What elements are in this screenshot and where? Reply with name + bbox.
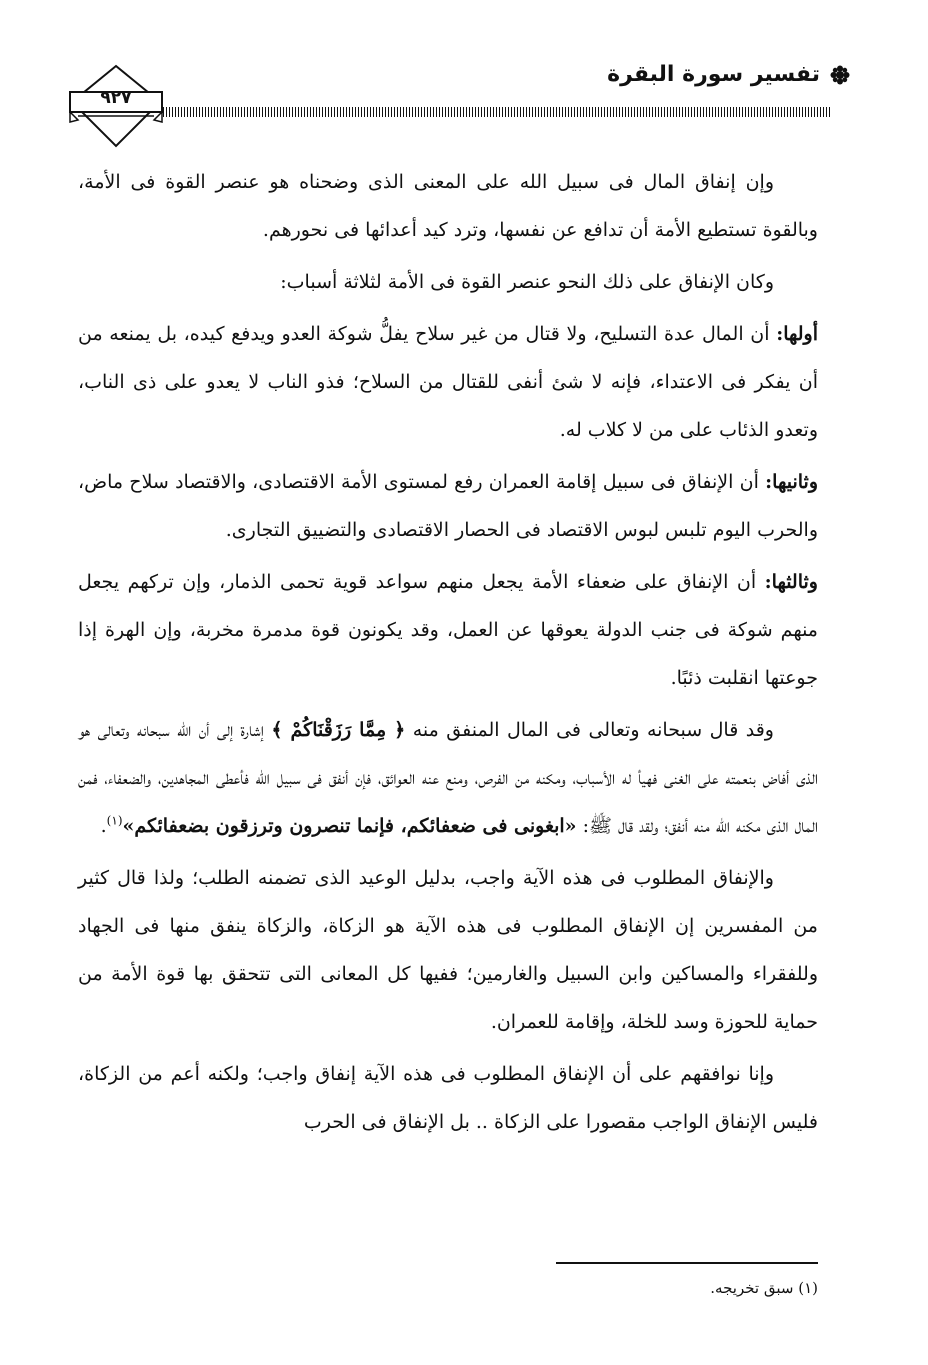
paragraph-agreement [78,1050,818,1146]
paragraph-intro [78,158,818,254]
paragraph-text: أن الإنفاق على ضعفاء الأمة يجعل منهم سواعد قوية تحمى الذمار، وإن تركهم يجعل منهم شوكة فى جنب الدولة يعوقها عن العمل، وقد يكونون قوة مدمرة مخربة، وإن الهرة إذا جوعتها انقلبت ذئبًا. [78,571,818,689]
header-title-group [607,62,850,87]
flower-ornament-icon [830,65,850,85]
sentence-end: . [100,815,107,837]
header-dotted-rule [160,107,832,117]
page-number: ٩٢٧ [100,88,132,108]
paragraph-third-reason [78,558,818,702]
hadith-quote: «ابغونى فى ضعفائكم، فإنما تنصرون وترزقون بضعفائكم» [122,815,577,837]
paragraph-lead-label: أولها: [776,323,818,345]
paragraph-text: وإنا نوافقهم على أن الإنفاق المطلوب فى هذه الآية إنفاق واجب؛ ولكنه أعم من الزكاة، فليس الإنفاق الواجب مقصورا على الزكاة .. بل الإنفاق فى الحرب [78,1063,818,1133]
footnote [418,1276,818,1300]
quran-quote: ﴿ مِمَّا رَزَقْنَاكُمْ ﴾ [271,719,406,741]
paragraph-lead-label: وثانيها: [765,471,818,493]
page-body [78,158,818,1146]
paragraph-first-reason [78,310,818,454]
paragraph-text: وقد قال سبحانه وتعالى فى المال المنفق منه [412,719,774,741]
paragraph-text: وإن إنفاق المال فى سبيل الله على المعنى الذى وضحناه هو عنصر القوة فى الأمة، وبالقوة تستطيع الأمة أن تدافع عن نفسها، وترد كيد أعدائها فى نحورهم. [78,171,818,241]
paragraph-text: والإنفاق المطلوب فى هذه الآية واجب، بدليل الوعيد الذى تضمنه الطلب؛ ولذا قال كثير من المفسرين إن الإنفاق المطلوب فى هذه الآية هو الزكاة، والزكاة ينفق منها فى الجهاد وللفقراء والمساكين وابن السبيل والغارمين؛ ففيها كل المعانى التى تتحقق بها قوة الأمة من حماية للحوزة وسد للخلة، وإقامة للعمران. [78,867,818,1033]
footnote-reference[interactable]: (١) [106,813,123,828]
paragraph-three-reasons [78,258,818,306]
paragraph-text: أن الإنفاق فى سبيل إقامة العمران رفع لمستوى الأمة الاقتصادى، والاقتصاد سلاح ماض، والحرب اليوم تلبس لبوس الاقتصاد فى الحصار الاقتصادى والتضييق التجارى. [78,471,818,541]
paragraph-text: أن المال عدة التسليح، ولا قتال من غير سلاح يفلُّ شوكة العدو ويدفع كيده، بل يمنعه من أن يفكر فى الاعتداء، فإنه لا شئ أنفى للقتال من السلاح؛ فذو الناب لا يعدو على ذى الناب، وتعدو الذئاب على من لا كلاب له. [78,323,818,441]
paragraph-obligation [78,854,818,1046]
paragraph-text: إشارة إلى أن الله سبحانه وتعالى هو الذى أفاض بنعمته على الغنى فهيأ له الأسباب، ومكنه من الفرص، ومنع عنه العوائق، فإن أنفق فى سبيل الله فأعطى المجاهدين، والضعفاء، فمن المال الذى مكنه الله منه أنفق؛ ولقد قال ﷺ: [78,719,818,837]
paragraph-quran-reference [78,706,818,850]
paragraph-second-reason [78,458,818,554]
footnote-text: (١) سبق تخريجه. [710,1279,818,1297]
running-header-title: تفسير سورة البقرة [607,62,820,87]
paragraph-text: وكان الإنفاق على ذلك النحو عنصر القوة فى الأمة لثلاثة أسباب: [280,271,774,293]
footnote-separator [556,1262,818,1264]
page-header [60,40,850,150]
paragraph-lead-label: وثالثها: [764,571,818,593]
page-number-badge [68,64,164,150]
